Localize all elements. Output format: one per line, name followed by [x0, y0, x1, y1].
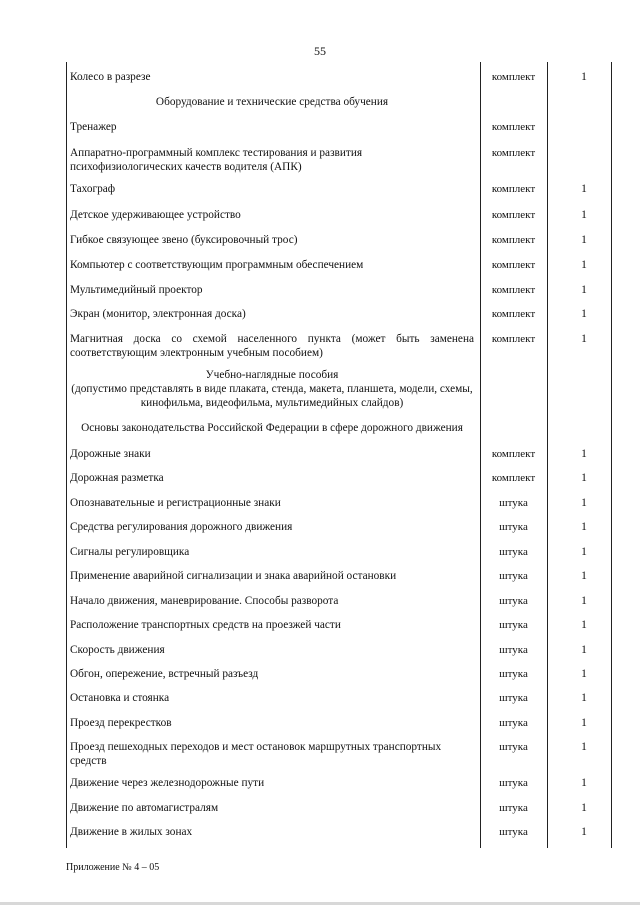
item-name: Средства регулирования дорожного движения — [70, 521, 293, 533]
item-unit: комплект — [491, 147, 536, 159]
item-qty: 1 — [581, 668, 587, 680]
item-name: Колесо в разрезе — [70, 71, 151, 83]
item-unit: штука — [499, 570, 528, 582]
item-name: Применение аварийной сигнализации и знака аварийной остановки — [70, 570, 397, 582]
item-qty: 1 — [581, 826, 587, 838]
item-name: Расположение транспортных средств на проезжей части — [70, 619, 341, 631]
item-name: Экран (монитор, электронная доска) — [70, 308, 246, 320]
item-unit: комплект — [491, 308, 536, 320]
item-qty: 1 — [581, 717, 587, 729]
item-name: Аппаратно-программный комплекс тестирования и развития психофизиологических качеств водителя (АПК) — [70, 147, 363, 173]
item-name: Начало движения, маневрирование. Способы разворота — [70, 595, 339, 607]
item-qty: 1 — [581, 234, 587, 246]
item-unit: штука — [499, 546, 528, 558]
item-unit: штука — [499, 777, 528, 789]
item-name: Проезд перекрестков — [70, 717, 172, 729]
item-unit: комплект — [491, 472, 536, 484]
item-qty: 1 — [581, 472, 587, 484]
item-name: Движение через железнодорожные пути — [70, 777, 265, 789]
item-name: Движение в жилых зонах — [70, 826, 193, 838]
item-name: Тахограф — [70, 183, 116, 195]
item-unit: штука — [499, 717, 528, 729]
item-qty: 1 — [581, 497, 587, 509]
item-unit: комплект — [491, 183, 536, 195]
section-title: Оборудование и технические средства обучения — [155, 96, 389, 108]
item-qty: 1 — [581, 777, 587, 789]
item-qty: 1 — [581, 71, 587, 83]
item-name: Проезд пешеходных переходов и мест остановок маршрутных транспортных средств — [70, 741, 442, 767]
equipment-table — [66, 62, 612, 848]
page-footer: Приложение № 4 – 05 — [66, 862, 160, 873]
item-qty: 1 — [581, 333, 587, 345]
item-unit: штука — [499, 741, 528, 753]
item-qty: 1 — [581, 741, 587, 753]
item-unit: комплект — [491, 284, 536, 296]
item-qty: 1 — [581, 644, 587, 656]
item-unit: комплект — [491, 71, 536, 83]
item-unit: штука — [499, 644, 528, 656]
item-qty: 1 — [581, 209, 587, 221]
item-qty: 1 — [581, 619, 587, 631]
item-unit: штука — [499, 826, 528, 838]
item-unit: штука — [499, 521, 528, 533]
item-unit: штука — [499, 619, 528, 631]
item-unit: комплект — [491, 333, 536, 345]
item-unit: комплект — [491, 259, 536, 271]
item-qty: 1 — [581, 802, 587, 814]
item-qty: 1 — [581, 521, 587, 533]
column-divider-qty — [547, 62, 548, 848]
item-unit: комплект — [491, 234, 536, 246]
item-qty: 1 — [581, 448, 587, 460]
item-name: Скорость движения — [70, 644, 165, 656]
item-name: Остановка и стоянка — [70, 692, 170, 704]
item-name: Дорожные знаки — [70, 448, 151, 460]
item-unit: штука — [499, 497, 528, 509]
item-name: Мультимедийный проектор — [70, 284, 203, 296]
item-name: Гибкое связующее звено (буксировочный трос) — [70, 234, 298, 246]
item-name: Дорожная разметка — [70, 472, 164, 484]
item-qty: 1 — [581, 692, 587, 704]
item-name: Магнитная доска со схемой населенного пункта (может быть заменена соответствующим электронным учебным пособием) — [70, 333, 474, 359]
item-unit: штука — [499, 802, 528, 814]
item-name: Тренажер — [70, 121, 117, 133]
item-unit: штука — [499, 595, 528, 607]
item-qty: 1 — [581, 595, 587, 607]
item-unit: штука — [499, 692, 528, 704]
item-unit: комплект — [491, 209, 536, 221]
item-qty: 1 — [581, 284, 587, 296]
item-name: Движение по автомагистралям — [70, 802, 219, 814]
item-unit: штука — [499, 668, 528, 680]
item-qty: 1 — [581, 308, 587, 320]
item-name: Сигналы регулировщика — [70, 546, 190, 558]
item-unit: комплект — [491, 121, 536, 133]
item-unit: комплект — [491, 448, 536, 460]
page-number: 55 — [314, 44, 326, 58]
item-name: Обгон, опережение, встречный разъезд — [70, 668, 259, 680]
item-qty: 1 — [581, 570, 587, 582]
item-qty: 1 — [581, 259, 587, 271]
item-qty: 1 — [581, 183, 587, 195]
item-name: Компьютер с соответствующим программным обеспечением — [70, 259, 364, 271]
section-title: Основы законодательства Российской Федерации в сфере дорожного движения — [81, 422, 463, 434]
item-name: Детское удерживающее устройство — [70, 209, 241, 221]
item-name: Опознавательные и регистрационные знаки — [70, 497, 281, 509]
section-title: Учебно-наглядные пособия (допустимо представлять в виде плаката, стенда, макета, планшета, модели, схемы, кинофильма, видеофильма, мультимедийных слайдов) — [71, 369, 473, 409]
item-qty: 1 — [581, 546, 587, 558]
